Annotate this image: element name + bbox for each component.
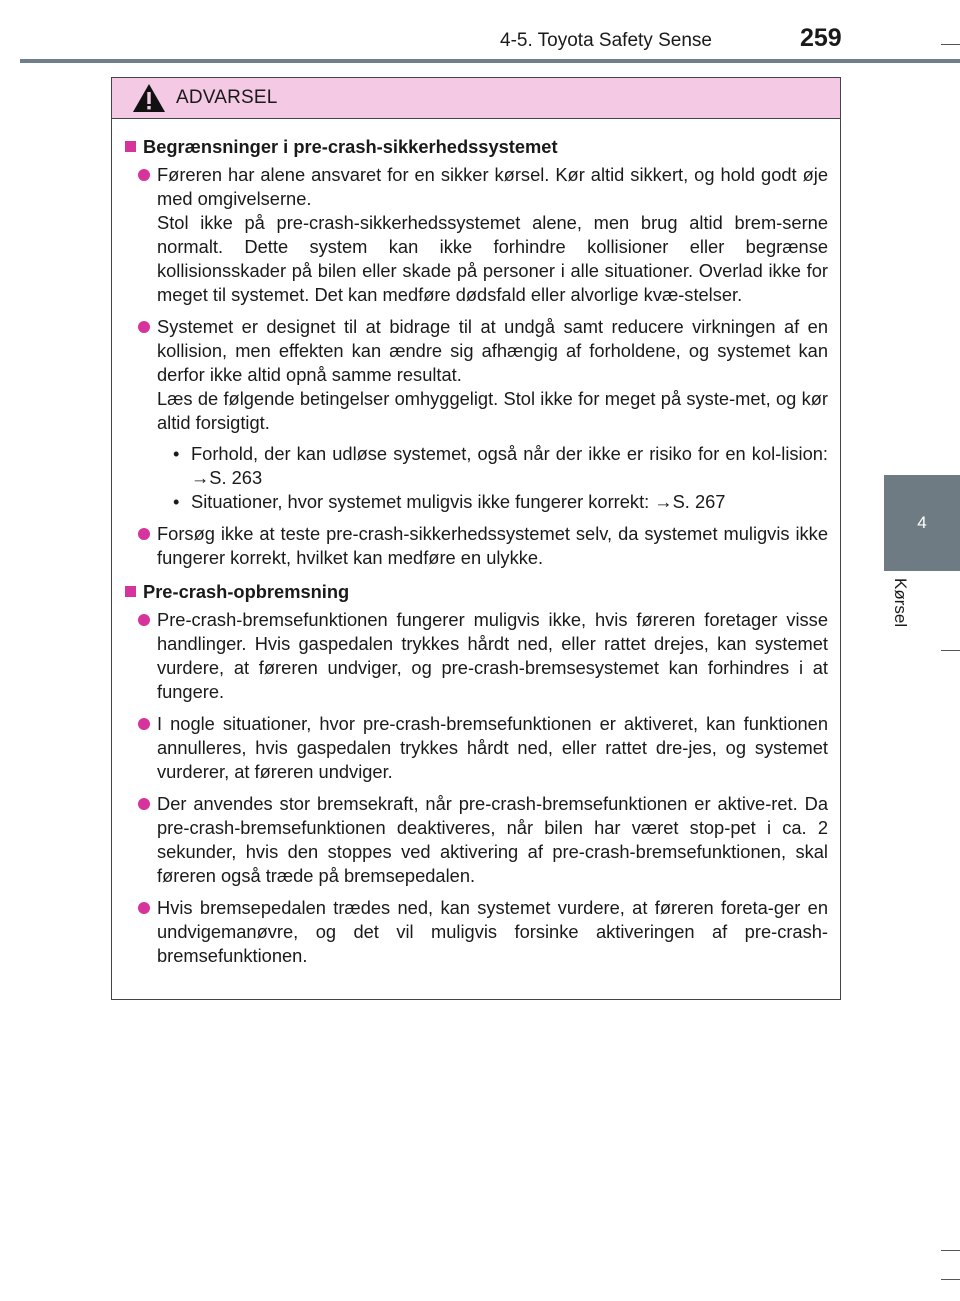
round-bullet-icon [138, 169, 150, 181]
section-title: 4-5. Toyota Safety Sense [500, 30, 712, 51]
round-bullet-icon [138, 718, 150, 730]
crop-mark [941, 1279, 960, 1280]
warning-box [111, 77, 841, 1000]
list-item [124, 522, 828, 570]
crop-mark [941, 44, 960, 45]
section-heading [124, 580, 828, 604]
list-item [124, 163, 828, 307]
chapter-label: Kørsel [891, 578, 910, 628]
section-heading-text: Pre-crash-opbremsning [143, 581, 350, 602]
section-heading-text: Begrænsninger i pre-crash-sikkerhedssystemet [143, 136, 558, 157]
round-bullet-icon [138, 528, 150, 540]
list-item [124, 608, 828, 704]
sub-list-text: Situationer, hvor systemet muligvis ikke fungerer korrekt: →S. 267 [191, 491, 726, 512]
list-item [124, 315, 828, 514]
warning-body [112, 119, 840, 968]
list-item [124, 792, 828, 888]
warning-title: ADVARSEL [176, 87, 278, 108]
paragraph: Hvis bremsepedalen trædes ned, kan systemet vurdere, at føreren foreta-ger en undvigemanøvre, og det vil muligvis forsinke aktiveringen af pre-crash-bremsefunktionen. [157, 897, 828, 966]
sub-list-text: Forhold, der kan udløse systemet, også når der ikke er risiko for en kol-lision: →S. 263 [191, 443, 828, 488]
paragraph: Forsøg ikke at teste pre-crash-sikkerhedssystemet selv, da systemet muligvis ikke fungerer korrekt, hvilket kan medføre en ulykke. [157, 523, 828, 568]
round-bullet-icon [138, 614, 150, 626]
warning-triangle-icon [132, 83, 166, 113]
sub-list-item[interactable]: • Forhold, der kan udløse systemet, også når der ikke er risiko for en kol-lision: →S. 263 [173, 443, 828, 488]
paragraph: Pre-crash-bremsefunktionen fungerer muligvis ikke, hvis føreren foretager visse handlinger. Hvis gaspedalen trykkes hårdt ned, eller rattet drejes, kan systemet vurdere, at føreren undviger, og pre-crash-bremsesystemet kan forhindres i at fungere. [157, 609, 828, 702]
paragraph: Stol ikke på pre-crash-sikkerhedssystemet alene, men brug altid brem-serne normalt. Dette system kan ikke forhindre kollisioner eller begrænse kollisionsskader på bilen eller skade på personer i alle situationer. Overlad ikke for meget til systemet. Det kan medføre dødsfald eller alvorlige kvæ-stelser. [157, 212, 828, 305]
section-heading [124, 135, 828, 159]
round-bullet-icon [138, 902, 150, 914]
paragraph: Føreren har alene ansvaret for en sikker kørsel. Kør altid sikkert, og hold godt øje med omgivelserne. [157, 164, 828, 209]
paragraph: I nogle situationer, hvor pre-crash-bremsefunktionen er aktiveret, kan funktionen annulleres, hvis gaspedalen trykkes hårdt ned, eller rattet dre-jes, og systemet vurderer, at føreren undviger. [157, 713, 828, 782]
list-item [124, 712, 828, 784]
square-bullet-icon [125, 141, 136, 152]
sub-list-item[interactable]: • Situationer, hvor systemet muligvis ikke fungerer korrekt: →S. 267 [173, 491, 726, 512]
chapter-number: 4 [917, 513, 927, 532]
square-bullet-icon [125, 586, 136, 597]
crop-mark [941, 1250, 960, 1251]
list-item [124, 896, 828, 968]
crop-mark [941, 650, 960, 651]
warning-header [112, 78, 840, 119]
header-rule [20, 59, 960, 63]
page-number: 259 [800, 24, 842, 52]
paragraph: Læs de følgende betingelser omhyggeligt. Stol ikke for meget på syste-met, og kør altid forsigtigt. [157, 388, 828, 433]
chapter-tab[interactable] [884, 475, 960, 571]
paragraph: Systemet er designet til at bidrage til at undgå samt reducere virkningen af en kollision, men effekten kan ændre sig afhængig af forholdene, og systemet kan derfor ikke altid opnå samme resultat. [157, 316, 828, 385]
round-bullet-icon [138, 798, 150, 810]
paragraph: Der anvendes stor bremsekraft, når pre-crash-bremsefunktionen er aktive-ret. Da pre-crash-bremsefunktionen deaktiveres, når bilen har været stop-pet i ca. 2 sekunder, hvis den stoppes ved aktivering af pre-crash-bremsefunktionen, skal føreren også træde på bremsepedalen. [157, 793, 828, 886]
round-bullet-icon [138, 321, 150, 333]
sub-list [157, 442, 828, 514]
